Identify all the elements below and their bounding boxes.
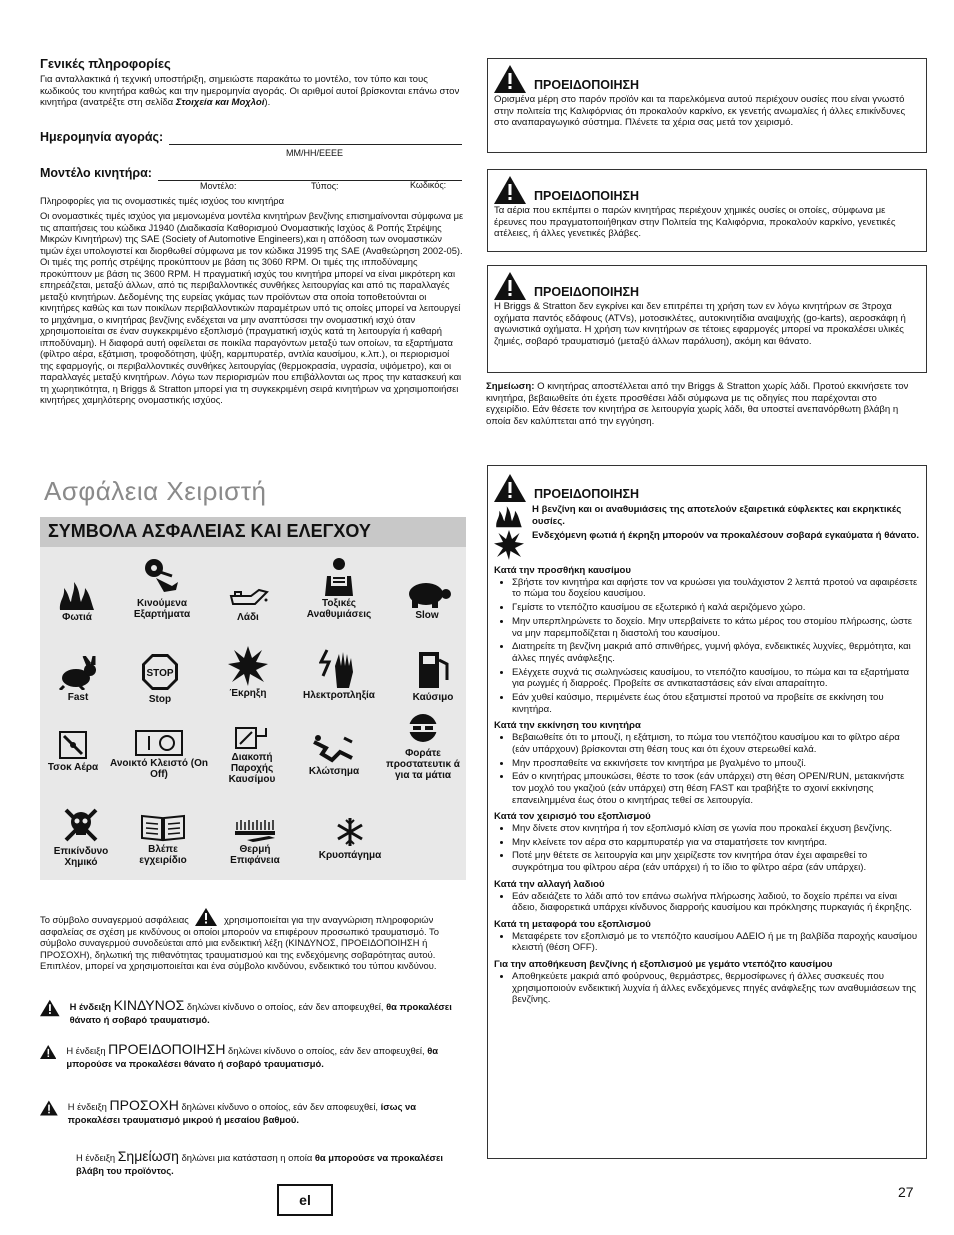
storage-list bbox=[494, 971, 920, 1006]
section-heading-oil-change: Κατά την αλλαγή λαδιού bbox=[494, 878, 605, 890]
list-item: • Εάν χυθεί καύσιμο, περιμένετε έως ότου εξατμιστεί προτού να προβείτε σε εκκίνηση του κινητήρα. bbox=[512, 692, 920, 715]
symbol-frostbite: Κρυοπάγημα bbox=[310, 816, 390, 861]
purchase-date-label: Ημερομηνία αγοράς: bbox=[40, 130, 164, 144]
alert-symbol-explanation: Το σύμβολο συναγερμού ασφάλειας χρησιμοποιείται για την αναγνώριση πληροφοριών ασφαλείας σε σχέση με κινδύνους οι οποίοι μπορούν να επιφέρουν προσωπικό τραυματισμό. Το σύμβολο συναγερμού συνοδεύεται από μια ενδεικτική λέξη (ΚΙΝΔΥΝΟΣ, ΠΡΟΕΙΔΟΠΟΙΗΣΗ ή ΠΡΟΣΟΧΗ), δηλωτική της πιθανότητας τραυματισμού και της ενδεχόμενης σοβαρότητας αυτού. Επιπλέον, μπορεί να χρησιμοποιείται και ένα σύμβολο κινδύνου, ενδεικτικό του τύπου κινδύνου. bbox=[40, 908, 465, 972]
list-item: • Ποτέ μην θέτετε σε λειτουργία και μην χειρίζεστε τον κινητήρα όταν έχει αφαιρεθεί το συγκρότημα του φίλτρου αέρα (εάν υπάρχει) ή το ίδιο το φίλτρο αέρα (εάν υπάρχει). bbox=[512, 850, 920, 873]
symbol-explosion: Έκρηξη bbox=[220, 646, 276, 699]
symbol-kickback: Κλώτσημα bbox=[298, 734, 370, 777]
page-number: 27 bbox=[898, 1184, 914, 1200]
note-label: Σημείωση: bbox=[486, 381, 535, 392]
fuel-warning-title: ΠΡΟΕΙΔΟΠΟΙΗΣΗ bbox=[534, 486, 640, 501]
purchase-date-format: MM/HH/EEEE bbox=[286, 148, 344, 158]
symbol-hazard-chemical: Επικίνδυνο Χημικό bbox=[46, 806, 116, 868]
symbol-fast: Fast bbox=[46, 656, 110, 703]
oil-change-list bbox=[494, 891, 920, 914]
type-sublabel: Τύπος: bbox=[311, 181, 339, 191]
danger-word: ΚΙΝΔΥΝΟΣ bbox=[113, 997, 185, 1013]
rabbit-icon bbox=[58, 656, 98, 690]
list-item: • Διατηρείτε τη βενζίνη μακριά από σπινθήρες, γυμνή φλόγα, ενδεικτικές λυχνίες, θερμότητα, και άλλες πηγές ανάφλεξης. bbox=[512, 641, 920, 664]
list-item: • Μην δίνετε στον κινητήρα ή τον εξοπλισμό κλίση σε γωνία που προκαλεί έκχυση βενζίνης. bbox=[512, 823, 920, 835]
electric-shock-icon bbox=[319, 648, 359, 688]
choke-icon bbox=[58, 730, 88, 760]
caution-definition: Η ένδειξη ΠΡΟΣΟΧΗ δηλώνει κίνδυνο ο οποίος, εάν δεν αποφευχθεί, ίσως να προκαλέσει τραυματισμό μικρού ή μεσαίου βαθμού. bbox=[40, 1097, 465, 1126]
start-list bbox=[494, 732, 920, 806]
symbol-fuel: Καύσιμο bbox=[402, 650, 464, 703]
symbol-slow: Slow bbox=[396, 578, 458, 621]
warning-definition: Η ένδειξη ΠΡΟΕΙΔΟΠΟΙΗΣΗ δηλώνει κίνδυνο ο οποίος, εάν δεν αποφευχθεί, θα μπορούσε να προκαλέσει θάνατο ή σοβαρό τραυματισμό. bbox=[40, 1041, 465, 1070]
list-item: • Μην υπερπληρώνετε το δοχείο. Μην υπερβαίνετε το κάτω μέρος του στομίου πλήρωσης, ώστε να μην παρεμποδίζεται η διαστολή του καυσίμου. bbox=[512, 616, 920, 639]
warning-text: Ορισμένα μέρη στο παρόν προϊόν και τα παρελκόμενα αυτού περιέχουν ουσίες που είναι γνωστό στην πολιτεία της Καλιφόρνιας ότι προκαλούν καρκίνο, εκ γενετής ανωμαλίες ή άλλες επικίνδυνες στο αναπαραγωγικό σύστημα. Πλένετε τα χέρια σας μετά τον χειρισμό. bbox=[494, 94, 906, 129]
list-item: • Εάν ο κινητήρας μπουκώσει, θέστε το τσοκ (εάν υπάρχει) στη θέση OPEN/RUN, μετακινήστε τον μοχλό του γκαζιού (εάν υπάρχει) στη θέση FAST και τραβήξτε το σχοινί εκκίνησης επανειλημμένα έως ότου ο κινητήρας τεθεί σε λειτουργία. bbox=[512, 771, 920, 806]
list-item: • Αποθηκεύετε μακριά από φούρνους, θερμάστρες, θερμοσίφωνες ή άλλες συσκευές που χρησιμοποιούν ενδεικτική λυχνία ή άλλες ενδεχόμενες πηγές ανάφλεξης των αναθυμιάσεων της βενζίνης. bbox=[512, 971, 920, 1006]
model-sublabel: Μοντέλο: bbox=[200, 181, 237, 191]
power-heading: Πληροφορίες για τις ονομαστικές τιμές ισχύος του κινητήρα bbox=[40, 195, 285, 206]
symbol-fire: Φωτιά bbox=[42, 580, 112, 623]
explosion-icon bbox=[494, 530, 524, 560]
turtle-icon bbox=[402, 578, 452, 608]
fuel-lead-2: Ενδεχόμενη φωτιά ή έκρηξη μπορούν να προκαλέσουν σοβαρά εγκαύματα ή θάνατο. bbox=[494, 530, 920, 560]
warning-triangle-icon bbox=[494, 65, 526, 93]
warning-word: ΠΡΟΕΙΔΟΠΟΙΗΣΗ bbox=[108, 1041, 226, 1057]
engine-model-label: Μοντέλο κινητήρα: bbox=[40, 166, 152, 180]
explosion-icon bbox=[228, 646, 268, 686]
list-item: • Σβήστε τον κινητήρα και αφήστε τον να κρυώσει για τουλάχιστον 2 λεπτά προτού να αφαιρέσετε το πώμα του δοχείου καυσίμου. bbox=[512, 577, 920, 600]
power-ratings bbox=[40, 195, 465, 405]
section-heading-transport: Κατά τη μεταφορά του εξοπλισμού bbox=[494, 918, 651, 930]
list-item: • Γεμίστε το ντεπόζιτο καυσίμου σε εξωτερικό ή καλά αεριζόμενο χώρο. bbox=[512, 602, 920, 614]
warning-box-california-prop65 bbox=[487, 58, 927, 153]
manual-icon bbox=[140, 812, 186, 842]
symbol-see-manual: Βλέπε εγχειρίδιο bbox=[128, 812, 198, 866]
snowflake-icon bbox=[334, 816, 366, 848]
notice-word: Σημείωση bbox=[117, 1148, 179, 1164]
purchase-date-row bbox=[40, 130, 462, 145]
code-sublabel: Κωδικός: bbox=[410, 180, 447, 190]
general-intro: Για ανταλλακτικά ή τεχνική υποστήριξη, σημειώστε παρακάτω το μοντέλο, τον τύπο και τους κωδικούς του κινητήρα καθώς και την ημερομηνία αγοράς. Οι αριθμοί αυτοί βρίσκονται επάνω στον κινητήρα (ανατρέξτε στη σελίδα Στοιχεία και Μοχλοί). bbox=[40, 73, 460, 109]
caution-word: ΠΡΟΣΟΧΗ bbox=[109, 1097, 179, 1113]
list-item: • Ελέγχετε συχνά τις σωληνώσεις καυσίμου, το ντεπόζιτο καυσίμου, το πώμα και τα εξαρτήματα για ρωγμές ή διαρροές. Προβείτε σε αντικαταστάσεις εάν είναι απαραίτητο. bbox=[512, 667, 920, 690]
warning-triangle-icon bbox=[494, 176, 526, 204]
warning-box-atv-use bbox=[487, 265, 927, 373]
fire-icon bbox=[494, 504, 524, 528]
section-heading-storage: Για την αποθήκευση βενζίνης ή εξοπλισμού με γεμάτο ντεπόζιτο καυσίμου bbox=[494, 959, 833, 971]
fuel-pump-icon bbox=[415, 650, 451, 690]
power-text: Οι ονομαστικές τιμές ισχύος για μεμονωμένα μοντέλα κινητήρων βενζίνης επισημαίνονται σύμφωνα με τις απαιτήσεις του κώδικα J1940 (Διαδικασία Καθορισμού Ονομαστικής Ισχύος & Ροπής Στρέψης Μικρών Κινητήρων) της SAE (Society of Automotive Engineers),και η απόδοση των ονομαστικών τιμών έχει υπολογιστεί και διορθωθεί σύμφωνα με τον κώδικα J1995 της SAE (Αναθεώρηση 2002-05). Οι τιμές της ροπής στρέψης προκύπτουν με βάση τις 3060 RPM. Οι τιμές της ιπποδύναμης προκύπτουν με βάση τις 3600 RPM. Η πραγματική ισχύς του κινητήρα μπορεί να είναι μικρότερη και επηρεάζεται, μεταξύ άλλων, από τις περιβαλλοντικές συνθήκες λειτουργίας και από τις παραλλαγές μεταξύ κινητήρων. Δεδομένης της ευρείας γκάμας των προϊόντων στα οποία τοποθετούνται οι κινητήρες καθώς και των ποικίλων περιβαλλοντικών παραμέτρων υπό τις οποίες μπορεί να λειτουργεί το μηχάνημα, ο κινητήρας βενζίνης ενδέχεται να μην αναπτύσσει την ονομαστική ισχύ όταν χρησιμοποιείται σε έναν συγκεκριμένο εξοπλισμό (πραγματική ισχύς κατά τη λειτουργία ή καθαρή ιπποδύναμη). Η διαφορά αυτή οφείλεται σε ποικίλα παραγόντων μεταξύ των οποίων, τα εξαρτήματα (φίλτρο αέρα, εξάτμιση, τροφοδότηση, ψύξη, καρμπυρατέρ, αντλία καυσίμου, κ.λπ.), οι περιορισμοί της εφαρμογής, οι περιβαλλοντικές συνθήκες λειτουργίας (θερμοκρασία, υγρασία, υψόμετρο), και οι παραλλαγές μεταξύ κινητήρων. Λόγω των περιορισμών που επιβάλλονται ως προς την κατασκευή και τη χωρητικότητα, η Briggs & Stratton μπορεί για τη συγκεκριμένη σειρά κινητήρων να χρησιμοποιήσει κινητήρες χαμηλότερης ονομαστικής ισχύος. bbox=[40, 210, 464, 405]
warning-text: Τα αέρια που εκπέμπει ο παρών κινητήρας περιέχουν χημικές ουσίες οι οποίες, σύμφωνα με έρευνες που πραγματοποιήθηκαν στην Πολιτεία της Καλιφόρνια, προκαλούν καρκίνο, γενετικές ατέλειες, ή άλλες γενετικές βλάβες. bbox=[494, 205, 896, 240]
symbol-oil: Λάδι bbox=[218, 586, 278, 623]
list-item: • Εάν αδειάζετε το λάδι από τον επάνω σωλήνα πλήρωσης λαδιού, το δοχείο πρέπει να είναι άδειο, διαφορετικά υπάρχει κίνδυνος διαρροής καυσίμου και πρόκλησης πυρκαγιάς ή έκρηξης. bbox=[512, 891, 920, 914]
oil-note: Σημείωση: Ο κινητήρας αποστέλλεται από την Briggs & Stratton χωρίς λάδι. Προτού εκκινήσετε τον κινητήρα, βεβαιωθείτε ότι έχετε προσθέσει λάδι σύμφωνα με τις οδηγίες που παρέχονται στο εγχειρίδιο. Εάν θέσετε τον κινητήρα σε λειτουργία χωρίς λάδι, θα υποστεί ανεπανόρθωτη βλάβη η οποία δεν καλύπτεται από την εγγύηση. bbox=[486, 381, 909, 428]
symbol-stop: STOP Stop bbox=[132, 652, 188, 705]
safety-alert-icon bbox=[195, 908, 217, 926]
warning-triangle-icon bbox=[494, 272, 526, 300]
components-link[interactable]: Στοιχεία και Μοχλοί bbox=[175, 97, 265, 109]
refuel-list bbox=[494, 577, 920, 716]
general-info-title: Γενικές πληροφορίες bbox=[40, 56, 171, 71]
warning-title: ΠΡΟΕΙΔΟΠΟΙΗΣΗ bbox=[534, 188, 640, 203]
symbol-moving-parts: Κινούμενα Εξαρτήματα bbox=[122, 556, 202, 620]
warning-box-fuel bbox=[487, 465, 927, 1159]
moving-parts-icon bbox=[142, 556, 182, 596]
safety-title: Ασφάλεια Χειριστή bbox=[44, 476, 267, 506]
warning-title: ΠΡΟΕΙΔΟΠΟΙΗΣΗ bbox=[534, 284, 640, 299]
notice-definition: Η ένδειξη Σημείωση δηλώνει μια κατάσταση η οποία θα μπορούσε να προκαλέσει βλάβη του προϊόντος. bbox=[76, 1148, 444, 1177]
symbol-toxic-fumes: Τοξικές Αναθυμιάσεις bbox=[296, 556, 382, 620]
symbol-fuel-shutoff: Διακοπή Παροχής Καυσίμου bbox=[218, 724, 286, 785]
warning-triangle-icon bbox=[494, 474, 526, 502]
fuel-shutoff-icon bbox=[234, 724, 270, 750]
toxic-fumes-icon bbox=[319, 556, 359, 596]
skull-icon bbox=[62, 806, 100, 844]
symbol-on-off: Ανοικτό Κλειστό (On Off) bbox=[108, 730, 210, 780]
list-item: • Μην προσπαθείτε να εκκινήσετε τον κινητήρα με βγαλμένο το μπουζί. bbox=[512, 758, 920, 770]
danger-definition: Η ένδειξη ΚΙΝΔΥΝΟΣ δηλώνει κίνδυνο ο οποίος, εάν δεν αποφευχθεί, θα προκαλέσει θάνατο ή σοβαρό τραυματισμό. bbox=[40, 997, 465, 1026]
fire-icon bbox=[57, 580, 97, 610]
list-item: • Μην κλείνετε τον αέρα στο καρμπυρατέρ για να σταματήσετε τον κινητήρα. bbox=[512, 837, 920, 849]
engine-model-row bbox=[40, 166, 462, 181]
general-info-section bbox=[40, 56, 465, 109]
kickback-icon bbox=[312, 734, 356, 764]
section-heading-refuel: Κατά την προσθήκη καυσίμου bbox=[494, 565, 632, 576]
symbols-header: ΣΥΜΒΟΛΑ ΑΣΦΑΛΕΙΑΣ ΚΑΙ ΕΛΕΓΧΟΥ bbox=[40, 517, 466, 547]
list-item: • Βεβαιωθείτε ότι το μπουζί, η εξάτμιση, το πώμα του ντεπόζιτου καυσίμου και το φίλτρο αέρα (εάν υπάρχουν) βρίσκονται στη θέση τους και ότι έχουν στερεωθεί καλά. bbox=[512, 732, 920, 755]
section-heading-operate: Κατά τον χειρισμό του εξοπλισμού bbox=[494, 811, 651, 823]
on-off-icon bbox=[135, 730, 183, 756]
eye-protection-icon bbox=[403, 712, 443, 746]
transport-list bbox=[494, 931, 920, 954]
fuel-lead-1: Η βενζίνη και οι αναθυμιάσεις της αποτελούν εξαιρετικά εύφλεκτες και εκρηκτικές ουσίες. bbox=[494, 504, 920, 528]
list-item: • Μεταφέρετε τον εξοπλισμό με το ντεπόζιτο καυσίμου ΑΔΕΙΟ ή με τη βαλβίδα παροχής καυσίμου κλειστή (θέση OFF). bbox=[512, 931, 920, 954]
symbol-electric-shock: Ηλεκτροπληξία bbox=[294, 648, 384, 701]
warning-box-exhaust bbox=[487, 169, 927, 252]
warning-text: Η Briggs & Stratton δεν εγκρίνει και δεν επιτρέπει τη χρήση των εν λόγω κινητήρων σε 3τροχα οχήματα παντός εδάφους (ATVs), μοτοσικλέτες, αυτοκινητίδια αναψυχής (go-karts), αεροσκάφη ή αγωνιστικά οχήματα. Η χρήση των κινητήρων σε τέτοιες εφαρμογές μπορεί να προκαλέσει υλικές ζημιές, σοβαρό τραυματισμό (μεταξύ άλλων παράλυση), ακόμη και θάνατο. bbox=[494, 301, 906, 348]
svg-text:STOP: STOP bbox=[146, 668, 174, 679]
warning-alert-icon bbox=[40, 1041, 56, 1063]
hot-surface-icon bbox=[233, 818, 277, 842]
oil-can-icon bbox=[227, 586, 269, 610]
symbol-eye-protection: Φοράτε προστατευτικ ά για τα μάτια bbox=[380, 712, 466, 781]
warning-title: ΠΡΟΕΙΔΟΠΟΙΗΣΗ bbox=[534, 77, 640, 92]
danger-alert-icon bbox=[40, 997, 60, 1019]
section-heading-start: Κατά την εκκίνηση του κινητήρα bbox=[494, 720, 641, 732]
purchase-date-field[interactable] bbox=[169, 132, 462, 145]
operate-list bbox=[494, 823, 920, 874]
language-code: el bbox=[277, 1184, 333, 1216]
symbol-choke: Τσοκ Αέρα bbox=[44, 730, 102, 773]
caution-alert-icon bbox=[40, 1097, 58, 1119]
stop-sign-icon bbox=[140, 652, 180, 692]
symbol-hot-surface: Θερμή Επιφάνεια bbox=[220, 818, 290, 866]
